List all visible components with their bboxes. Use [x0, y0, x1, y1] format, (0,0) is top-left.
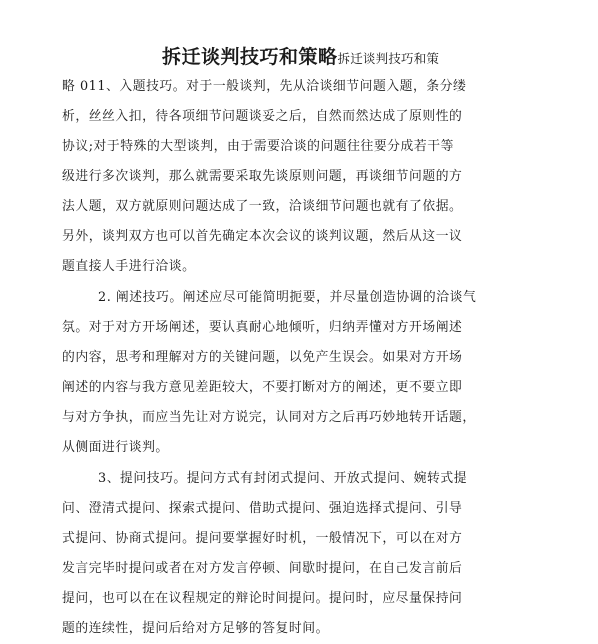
body-line: 级进行多次谈判，那么就需要采取先谈原则问题，再谈细节问题的方 — [62, 169, 463, 184]
body-line: 法人题，双方就原则问题达成了一致，洽谈细节问题也就有了依据。 — [62, 199, 463, 214]
body-line: 析，丝丝入扣，待各项细节问题谈妥之后，自然而然达成了原则性的 — [62, 109, 463, 124]
body-line: 与对方争执，而应当先让对方说完，认同对方之后再巧妙地转开话题， — [62, 410, 476, 425]
body-line: 提问，也可以在在议程规定的辩论时间提问。提问时，应尽量保持问 — [62, 591, 463, 606]
body-line: 协议;对于特殊的大型谈判，由于需要洽谈的问题往往要分成若干等 — [62, 139, 454, 154]
body-line: 氛。对于对方开场阐述，要认真耐心地倾听，归纳弄懂对方开场阐述 — [62, 320, 463, 335]
body-line: 题直接人手进行洽谈。 — [62, 259, 196, 274]
paragraph-start-line: 3、提问技巧。提问方式有封闭式提问、开放式提问、婉转式提 — [98, 471, 468, 486]
body-line: 问、澄清式提问、探索式提问、借助式提问、强迫选择式提问、引导 — [62, 501, 463, 516]
body-line: 略 011、入题技巧。对于一般谈判，先从洽谈细节问题入题，条分缕 — [62, 79, 467, 94]
paragraph-start-line: 2. 阐述技巧。阐述应尽可能简明扼要，并尽量创造协调的洽谈气 — [98, 290, 477, 305]
body-line: 式提问、协商式提问。提问要掌握好时机，一般情况下，可以在对方 — [62, 531, 463, 546]
document-title: 拆迁谈判技巧和策略 — [162, 46, 338, 68]
body-line: 阐述的内容与我方意见差距较大，不要打断对方的阐述，更不要立即 — [62, 380, 463, 395]
body-line: 的内容，思考和理解对方的关键问题，以免产生误会。如果对方开场 — [62, 350, 463, 365]
title-continuation: 拆迁谈判技巧和策 — [337, 51, 440, 66]
body-line: 题的连续性，提问后给对方足够的答复时间。 — [62, 621, 329, 636]
body-line: 从侧面进行谈判。 — [62, 440, 169, 455]
body-line: 另外，谈判双方也可以首先确定本次会议的谈判议题，然后从这一议 — [62, 229, 463, 244]
title-line — [162, 44, 439, 72]
body-line: 发言完毕时提问或者在对方发言停顿、间歇时提问，在自己发言前后 — [62, 561, 463, 576]
